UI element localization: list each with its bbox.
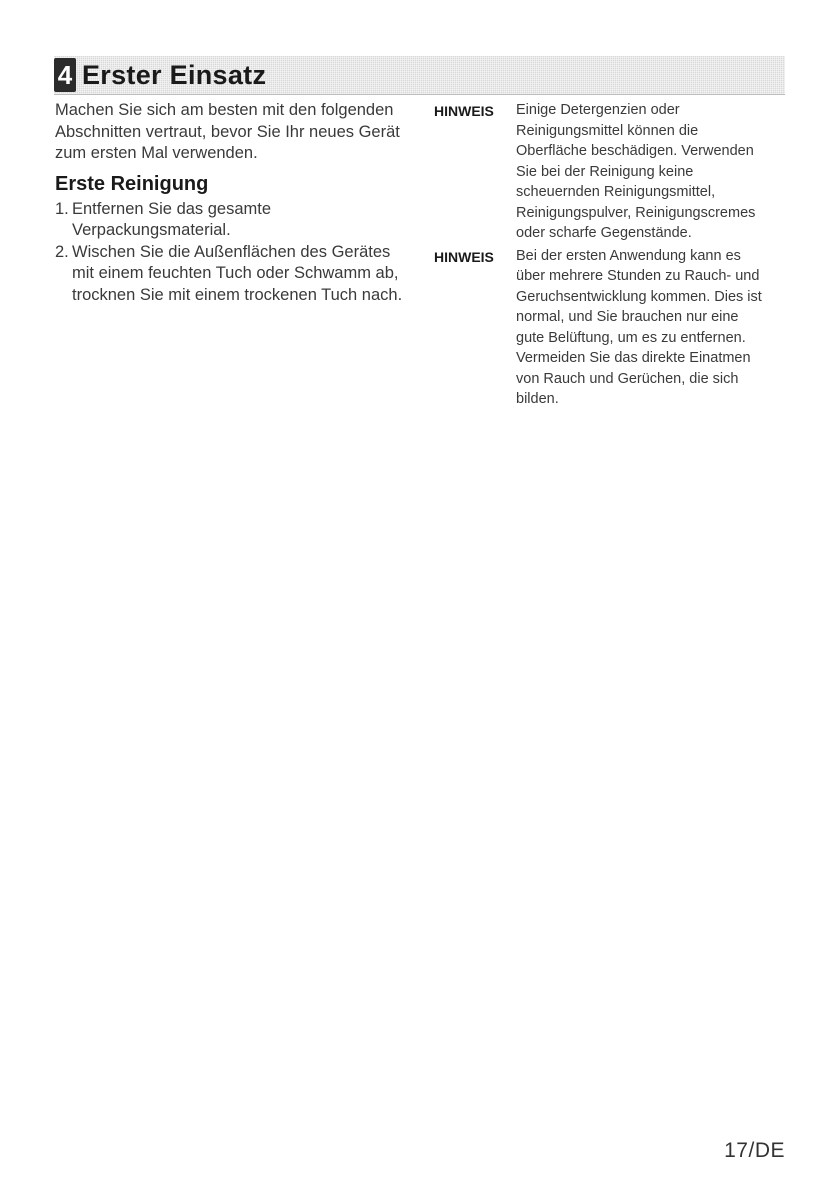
step-text: Entfernen Sie das gesamte Verpackungsmaterial. xyxy=(72,199,272,239)
note-label: HINWEIS xyxy=(434,103,494,119)
note-text: Einige Detergenzien oder Reinigungsmittel können die Oberfläche beschädigen. Verwenden Sie bei der Reinigung keine scheuernden Reinigungsmittel, Reinigungspulver, Reinigungscremes oder scharfe Gegenstände. xyxy=(516,102,756,241)
note-block xyxy=(434,100,786,244)
note-block xyxy=(434,246,786,410)
section-number-badge: 4 xyxy=(54,58,76,92)
step-number: 2. xyxy=(55,242,69,261)
section-title: Erster Einsatz xyxy=(82,60,267,90)
page-number: 17/DE xyxy=(724,1139,785,1162)
section-header xyxy=(54,56,785,95)
note-text: Bei der ersten Anwendung kann es über mehrere Stunden zu Rauch- und Geruchsentwicklung kommen. Dies ist normal, und Sie brauchen nur eine gute Belüftung, um es zu entfernen. Vermeiden Sie das direkte Einatmen von Rauch und Gerüchen, die sich bilden. xyxy=(516,247,762,407)
cleaning-step xyxy=(55,199,415,242)
intro-paragraph: Machen Sie sich am besten mit den folgenden Abschnitten vertraut, bevor Sie Ihr neues Gerät zum ersten Mal verwenden. xyxy=(55,101,400,162)
left-column xyxy=(55,100,415,306)
first-cleaning-heading: Erste Reinigung xyxy=(55,172,209,195)
cleaning-step xyxy=(55,242,415,307)
step-number: 1. xyxy=(55,199,69,218)
cleaning-steps-list xyxy=(55,199,415,307)
right-column xyxy=(434,100,786,412)
step-text: Wischen Sie die Außenflächen des Gerätes mit einem feuchten Tuch oder Schwamm ab, trocknen Sie mit einem trockenen Tuch nach. xyxy=(72,242,403,304)
note-label: HINWEIS xyxy=(434,248,494,265)
